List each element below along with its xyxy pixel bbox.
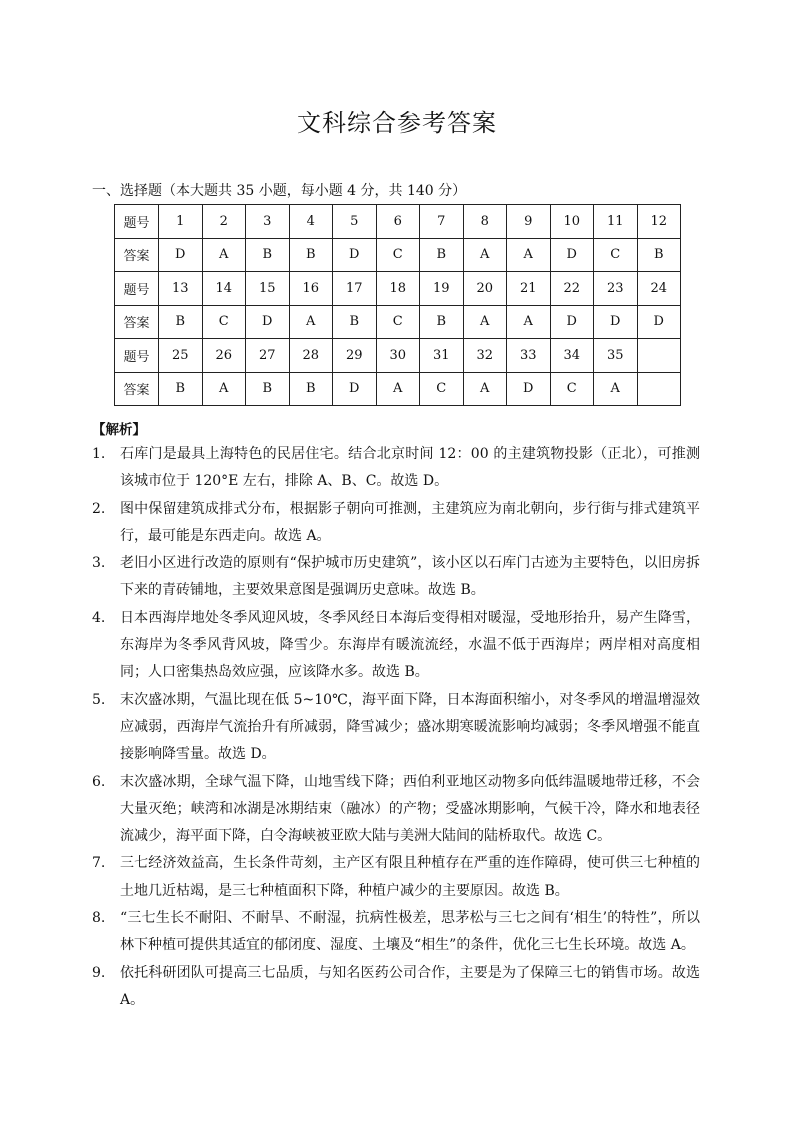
explanation-item [92, 850, 700, 905]
number-row [115, 339, 681, 373]
answer-cell: B [159, 305, 203, 339]
number-cell: 6 [376, 205, 420, 239]
answer-cell: A [202, 372, 246, 406]
answer-cell: B [289, 372, 333, 406]
answer-cell: B [637, 238, 681, 272]
number-cell: 15 [246, 272, 290, 306]
answer-cell: D [550, 305, 594, 339]
explanation-number: 2. [92, 500, 106, 517]
explanation-text: 老旧小区进行改造的原则有“保护城市历史建筑”，该小区以石库门古迹为主要特色，以旧房拆下来的青砖铺地，主要效果意图是强调历史意味。故选 B。 [120, 555, 700, 599]
answer-cell [637, 372, 681, 406]
answer-cell: B [246, 372, 290, 406]
explanation-number: 4. [92, 609, 106, 626]
explanation-text: 末次盛冰期，气温比现在低 5~10℃，海平面下降，日本海面积缩小，对冬季风的增温增湿效应减弱，西海岸气流抬升有所减弱，降雪减少；盛冰期寒暖流影响均减弱；冬季风增强不能直接影响降雪量。故选 D。 [120, 691, 700, 763]
number-cell: 3 [246, 205, 290, 239]
answer-row-label: 答案 [115, 238, 159, 272]
number-cell: 10 [550, 205, 594, 239]
number-cell: 35 [594, 339, 638, 373]
answer-row [115, 238, 681, 272]
number-cell: 16 [289, 272, 333, 306]
answer-cell: B [159, 372, 203, 406]
number-cell: 19 [420, 272, 464, 306]
number-cell: 33 [507, 339, 551, 373]
answer-cell: D [159, 238, 203, 272]
explanation-number: 5. [92, 691, 106, 708]
answer-row-label: 答案 [115, 372, 159, 406]
answer-cell: D [550, 238, 594, 272]
number-cell: 30 [376, 339, 420, 373]
answer-cell: D [333, 238, 377, 272]
answer-cell: C [594, 238, 638, 272]
number-cell: 22 [550, 272, 594, 306]
answer-cell: C [202, 305, 246, 339]
explanation-item [92, 687, 700, 769]
analysis-heading: 【解析】 [92, 422, 146, 438]
number-cell: 32 [463, 339, 507, 373]
number-cell [637, 339, 681, 373]
answer-cell: A [202, 238, 246, 272]
number-cell: 13 [159, 272, 203, 306]
section-heading: 一、选择题（本大题共 35 小题，每小题 4 分，共 140 分） [92, 183, 467, 199]
explanation-item [92, 441, 700, 496]
answer-row [115, 372, 681, 406]
number-cell: 17 [333, 272, 377, 306]
answer-cell: D [637, 305, 681, 339]
explanation-item [92, 905, 700, 960]
number-row [115, 205, 681, 239]
number-cell: 24 [637, 272, 681, 306]
answer-cell: A [463, 305, 507, 339]
explanation-text: 三七经济效益高，生长条件苛刻，主产区有限且种植存在严重的连作障碍，使可供三七种植的土地几近枯竭，是三七种植面积下降，种植户减少的主要原因。故选 B。 [120, 855, 700, 899]
number-cell: 34 [550, 339, 594, 373]
number-cell: 29 [333, 339, 377, 373]
answer-row-label: 答案 [115, 305, 159, 339]
number-cell: 18 [376, 272, 420, 306]
answer-cell: D [507, 372, 551, 406]
answer-cell: B [420, 238, 464, 272]
answer-cell: A [594, 372, 638, 406]
number-cell: 14 [202, 272, 246, 306]
number-cell: 26 [202, 339, 246, 373]
explanation-text: 图中保留建筑成排式分布，根据影子朝向可推测，主建筑应为南北朝向，步行街与排式建筑平行，最可能是东西走向。故选 A。 [120, 500, 700, 544]
explanation-number: 7. [92, 855, 106, 872]
explanation-number: 3. [92, 555, 106, 572]
explanation-text: “三七生长不耐阳、不耐旱、不耐湿，抗病性极差，思茅松与三七之间有‘相生’的特性”，所以林下种植可提供其适宜的郁闭度、湿度、土壤及“相生”的条件，优化三七生长环境。故选 A。 [120, 910, 700, 954]
number-cell: 4 [289, 205, 333, 239]
number-cell: 7 [420, 205, 464, 239]
number-row-label: 题号 [115, 205, 159, 239]
answer-cell: A [463, 372, 507, 406]
number-cell: 23 [594, 272, 638, 306]
number-cell: 5 [333, 205, 377, 239]
explanation-number: 1. [92, 446, 106, 462]
explanation-text: 石库门是最具上海特色的民居住宅。结合北京时间 12：00 的主建筑物投影（正北），可推测该城市位于 120°E 左右，排除 A、B、C。故选 D。 [120, 446, 700, 490]
number-cell: 1 [159, 205, 203, 239]
answer-cell: C [376, 238, 420, 272]
number-cell: 31 [420, 339, 464, 373]
answer-cell: D [594, 305, 638, 339]
number-cell: 25 [159, 339, 203, 373]
answer-cell: A [507, 305, 551, 339]
number-row-label: 题号 [115, 272, 159, 306]
answer-cell: A [289, 305, 333, 339]
explanation-text: 日本西海岸地处冬季风迎风坡，冬季风经日本海后变得相对暖湿，受地形抬升，易产生降雪，东海岸为冬季风背风坡，降雪少。东海岸有暖流流经，水温不低于西海岸；两岸相对高度相同；人口密集热岛效应强，应该降水多。故选 B。 [120, 609, 700, 681]
answer-cell: B [289, 238, 333, 272]
answer-cell: B [246, 238, 290, 272]
number-row-label: 题号 [115, 339, 159, 373]
answer-cell: D [246, 305, 290, 339]
explanation-item [92, 769, 700, 851]
page-title: 文科综合参考答案 [297, 109, 497, 137]
answer-cell: A [507, 238, 551, 272]
number-cell: 28 [289, 339, 333, 373]
answer-cell: B [420, 305, 464, 339]
explanation-item [92, 605, 700, 687]
explanation-number: 6. [92, 773, 106, 790]
answer-cell: C [420, 372, 464, 406]
number-cell: 2 [202, 205, 246, 239]
explanation-number: 9. [92, 964, 106, 981]
explanation-item [92, 550, 700, 605]
number-cell: 8 [463, 205, 507, 239]
number-cell: 21 [507, 272, 551, 306]
answer-row [115, 305, 681, 339]
answer-cell: A [463, 238, 507, 272]
answer-cell: C [376, 305, 420, 339]
answer-cell: C [550, 372, 594, 406]
number-cell: 9 [507, 205, 551, 239]
answer-cell: A [376, 372, 420, 406]
explanation-item [92, 496, 700, 551]
number-cell: 12 [637, 205, 681, 239]
answer-table [114, 204, 681, 406]
explanation-number: 8. [92, 910, 106, 927]
number-cell: 20 [463, 272, 507, 306]
answer-cell: B [333, 305, 377, 339]
number-row [115, 272, 681, 306]
explanation-text: 依托科研团队可提高三七品质，与知名医药公司合作，主要是为了保障三七的销售市场。故选 A。 [120, 964, 700, 1008]
answer-cell: D [333, 372, 377, 406]
explanation-text: 末次盛冰期，全球气温下降，山地雪线下降；西伯利亚地区动物多向低纬温暖地带迁移，不会大量灭绝；峡湾和冰湖是冰期结束（融冰）的产物；受盛冰期影响，气候干冷，降水和地表径流减少，海平面下降，白令海峡被亚欧大陆与美洲大陆间的陆桥取代。故选 C。 [120, 773, 700, 845]
number-cell: 27 [246, 339, 290, 373]
explanation-item [92, 960, 700, 1015]
number-cell: 11 [594, 205, 638, 239]
explanation-list [92, 441, 700, 1014]
